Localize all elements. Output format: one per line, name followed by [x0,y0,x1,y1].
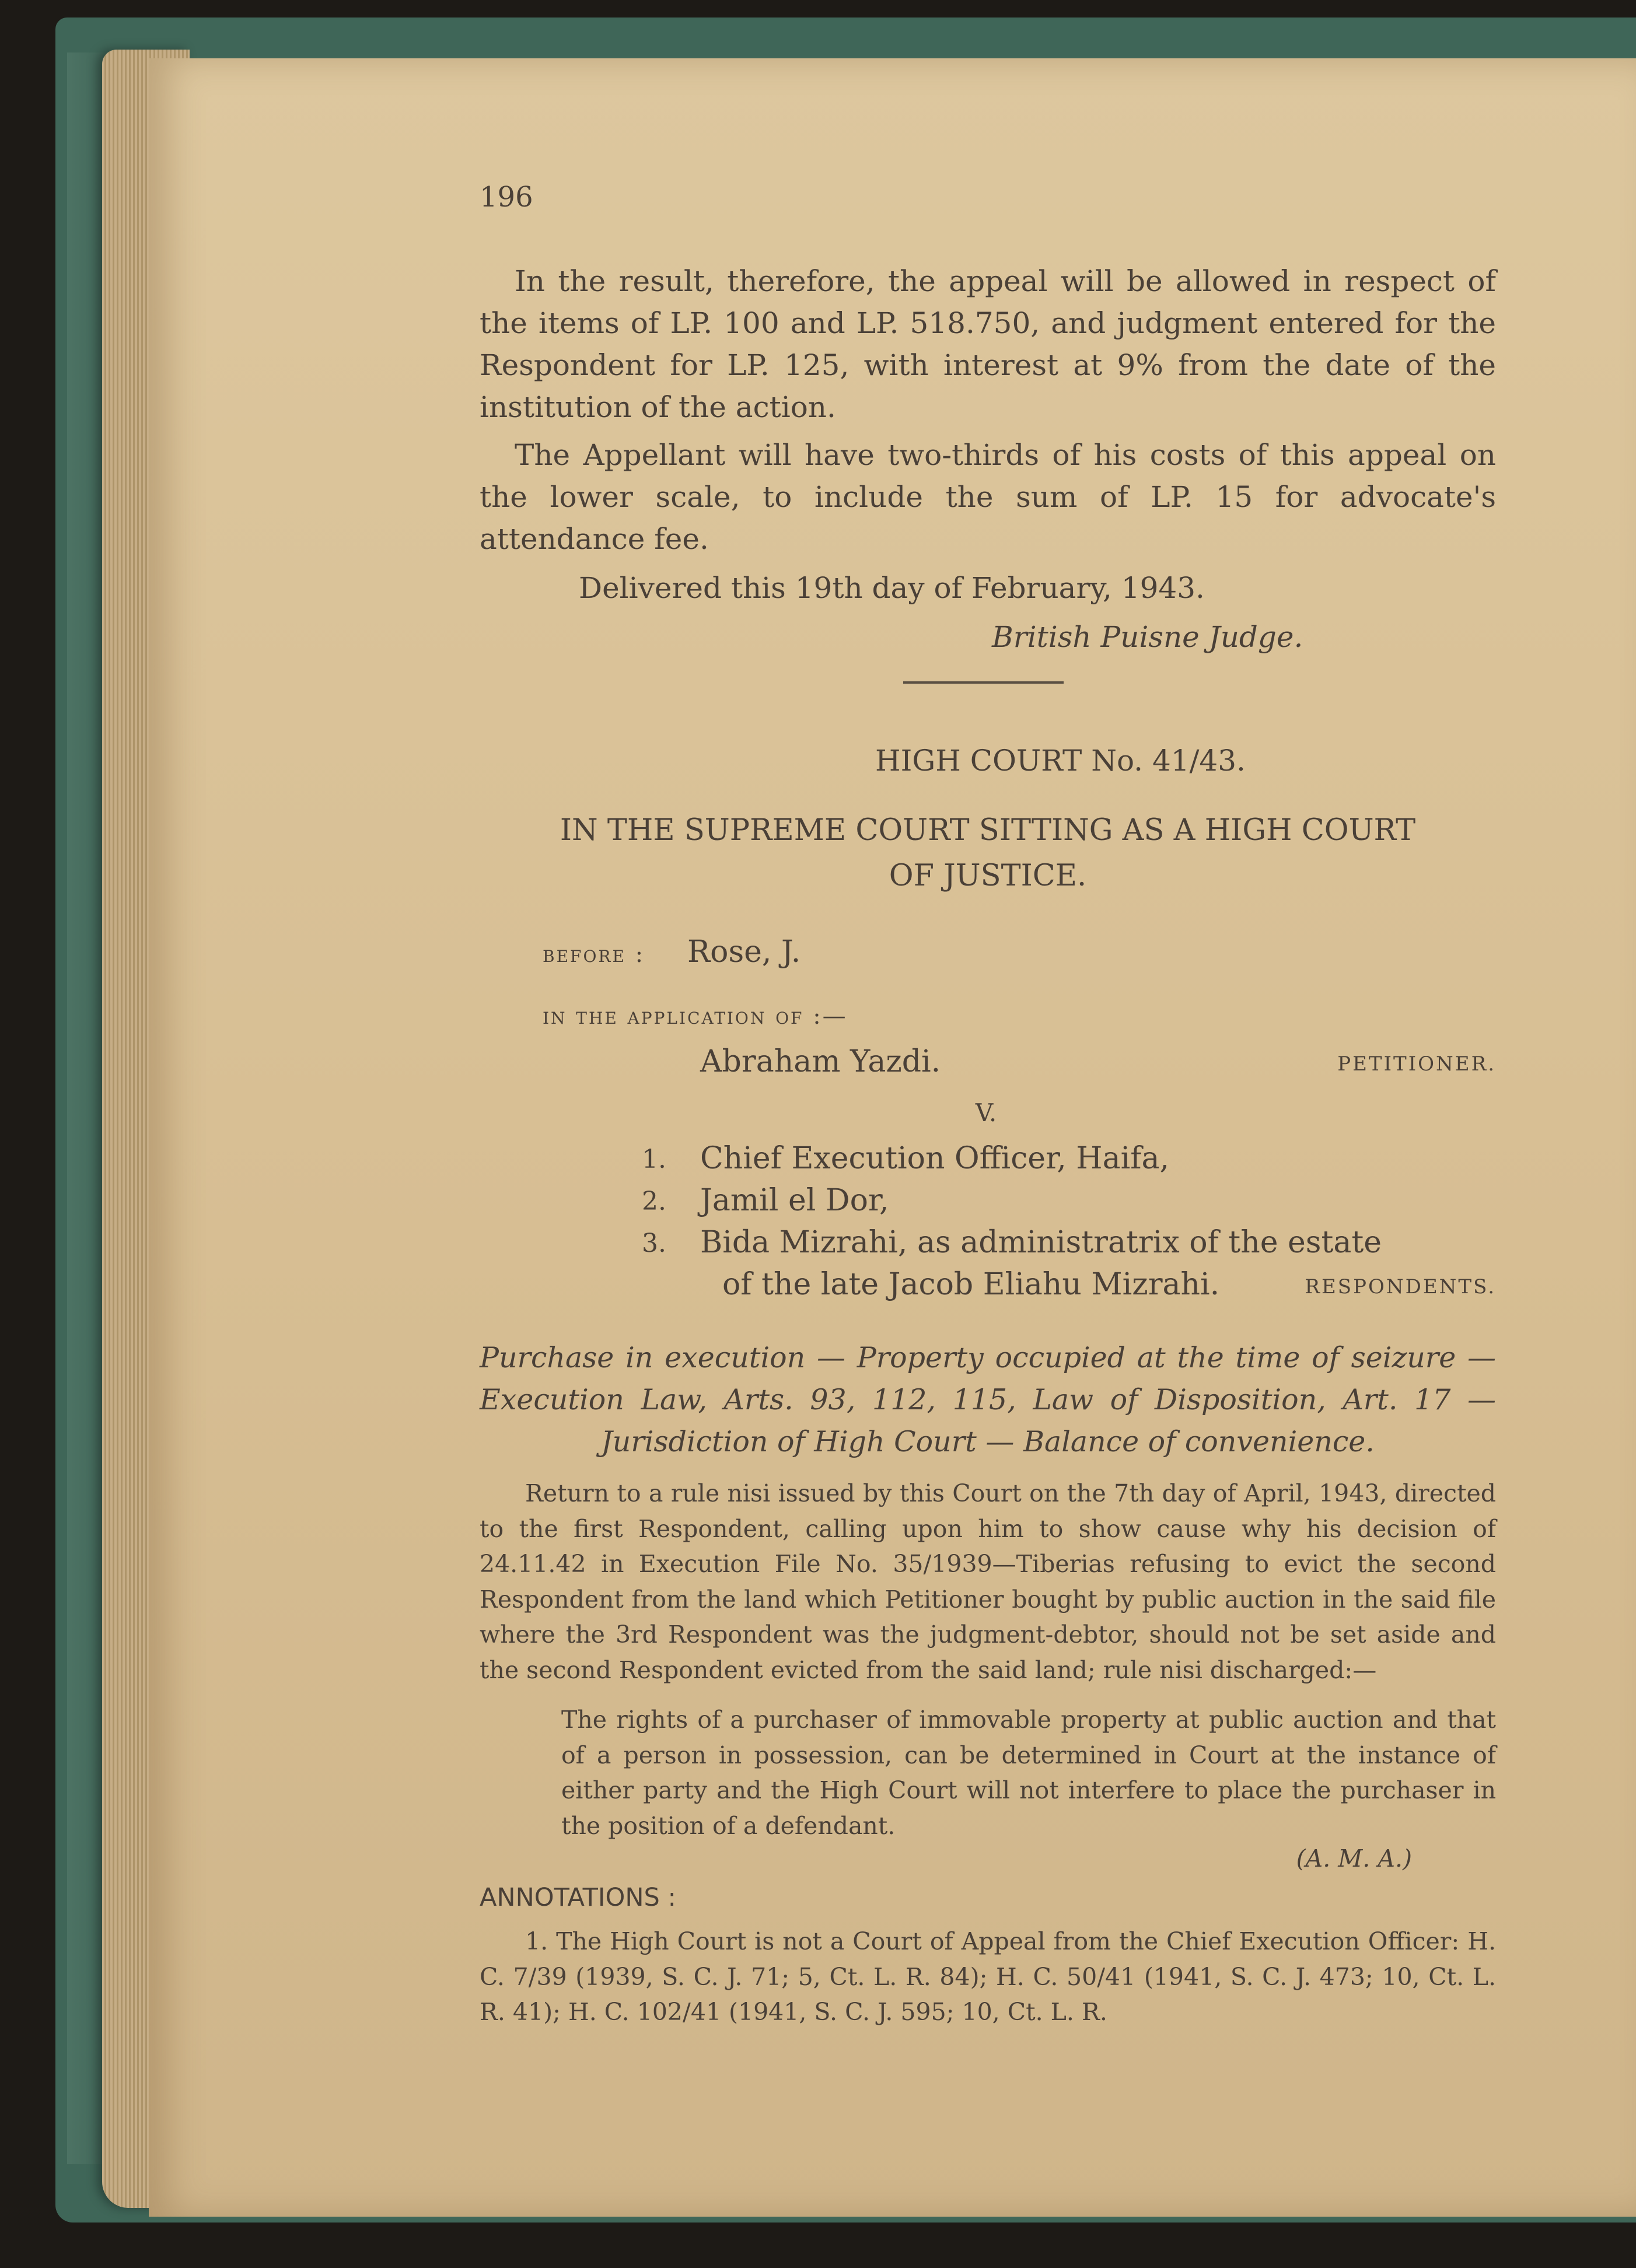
case-number: HIGH COURT No. 41/43. [875,744,1246,778]
respondent-3: Bida Mizrahi, as administratrix of the estate [700,1225,1382,1260]
headnote-line1: Purchase in execution — Property occupied at the time of seizure — [480,1341,1496,1374]
petitioner-label: PETITIONER. [1337,1052,1496,1076]
court-heading-line1: IN THE SUPREME COURT SITTING AS A HIGH COURT [560,813,1416,848]
respondent-3-continued: of the late Jacob Eliahu Mizrahi. [722,1267,1220,1302]
respondents-label: RESPONDENTS. [1305,1275,1496,1298]
annotation-1: 1. The High Court is not a Court of Appeal from the Chief Execution Officer: H. C. 7/39 (1939, S. C. J. 71; 5, Ct. L. R. 84); H. C. 50/41 (1941, S. C. J. 473; 10, Ct. L. R. 41); H. C. 102/41 (1941, S. C. J. 595; 10, Ct. L. R. [480,1927,1496,2026]
judge-signature: British Puisne Judge. [992,620,1303,654]
headnote-line3: Jurisdiction of High Court — Balance of convenience. [601,1425,1375,1458]
result-paragraph: In the result, therefore, the appeal will be allowed in respect of the items of LP. 100 and LP. 518.750, and judgment entered for the Respondent for LP. 125, with interest at 9% from the date of the institution of the action. [480,264,1496,424]
before-label: before : [543,941,645,968]
delivered-line: Delivered this 19th day of February, 1943. [579,571,1205,605]
application-label: in the application of :— [543,1003,848,1030]
held-paragraph: The rights of a purchaser of immovable property at public auction and that of a person in possession, can be determined in Court at the instance of either party and the High Court will not interfere to place the purchaser in the position of a defendant. [561,1706,1496,1840]
respondent-1: Chief Execution Officer, Haifa, [700,1141,1170,1176]
respondent-2-number: 2. [642,1186,666,1216]
section-divider [903,681,1064,684]
court-heading-line2: OF JUSTICE. [889,859,1087,893]
reporter-initials: (A. M. A.) [1296,1845,1412,1873]
respondent-3-number: 3. [642,1228,666,1258]
versus: V. [975,1098,997,1127]
page-number: 196 [480,181,533,214]
costs-paragraph: The Appellant will have two-thirds of his costs of this appeal on the lower scale, to include the sum of LP. 15 for advocate's attendance fee. [480,438,1496,556]
petitioner-name: Abraham Yazdi. [700,1044,941,1079]
respondent-1-number: 1. [642,1144,666,1174]
headnote-line2: Execution Law, Arts. 93, 112, 115, Law of Disposition, Art. 17 — [480,1383,1496,1416]
respondent-2: Jamil el Dor, [700,1183,889,1218]
summary-paragraph: Return to a rule nisi issued by this Court on the 7th day of April, 1943, directed to the first Respondent, calling upon him to show cause why his decision of 24.11.42 in Execution File No. 35/1939—Tiberias refusing to evict the second Respondent from the land which Petitioner bought by public auction in the said file where the 3rd Respondent was the judgment-debtor, should not be set aside and the second Respondent evicted from the said land; rule nisi discharged:— [480,1479,1496,1684]
before-judge: Rose, J. [687,935,801,970]
annotations-heading: ANNOTATIONS : [480,1883,677,1912]
